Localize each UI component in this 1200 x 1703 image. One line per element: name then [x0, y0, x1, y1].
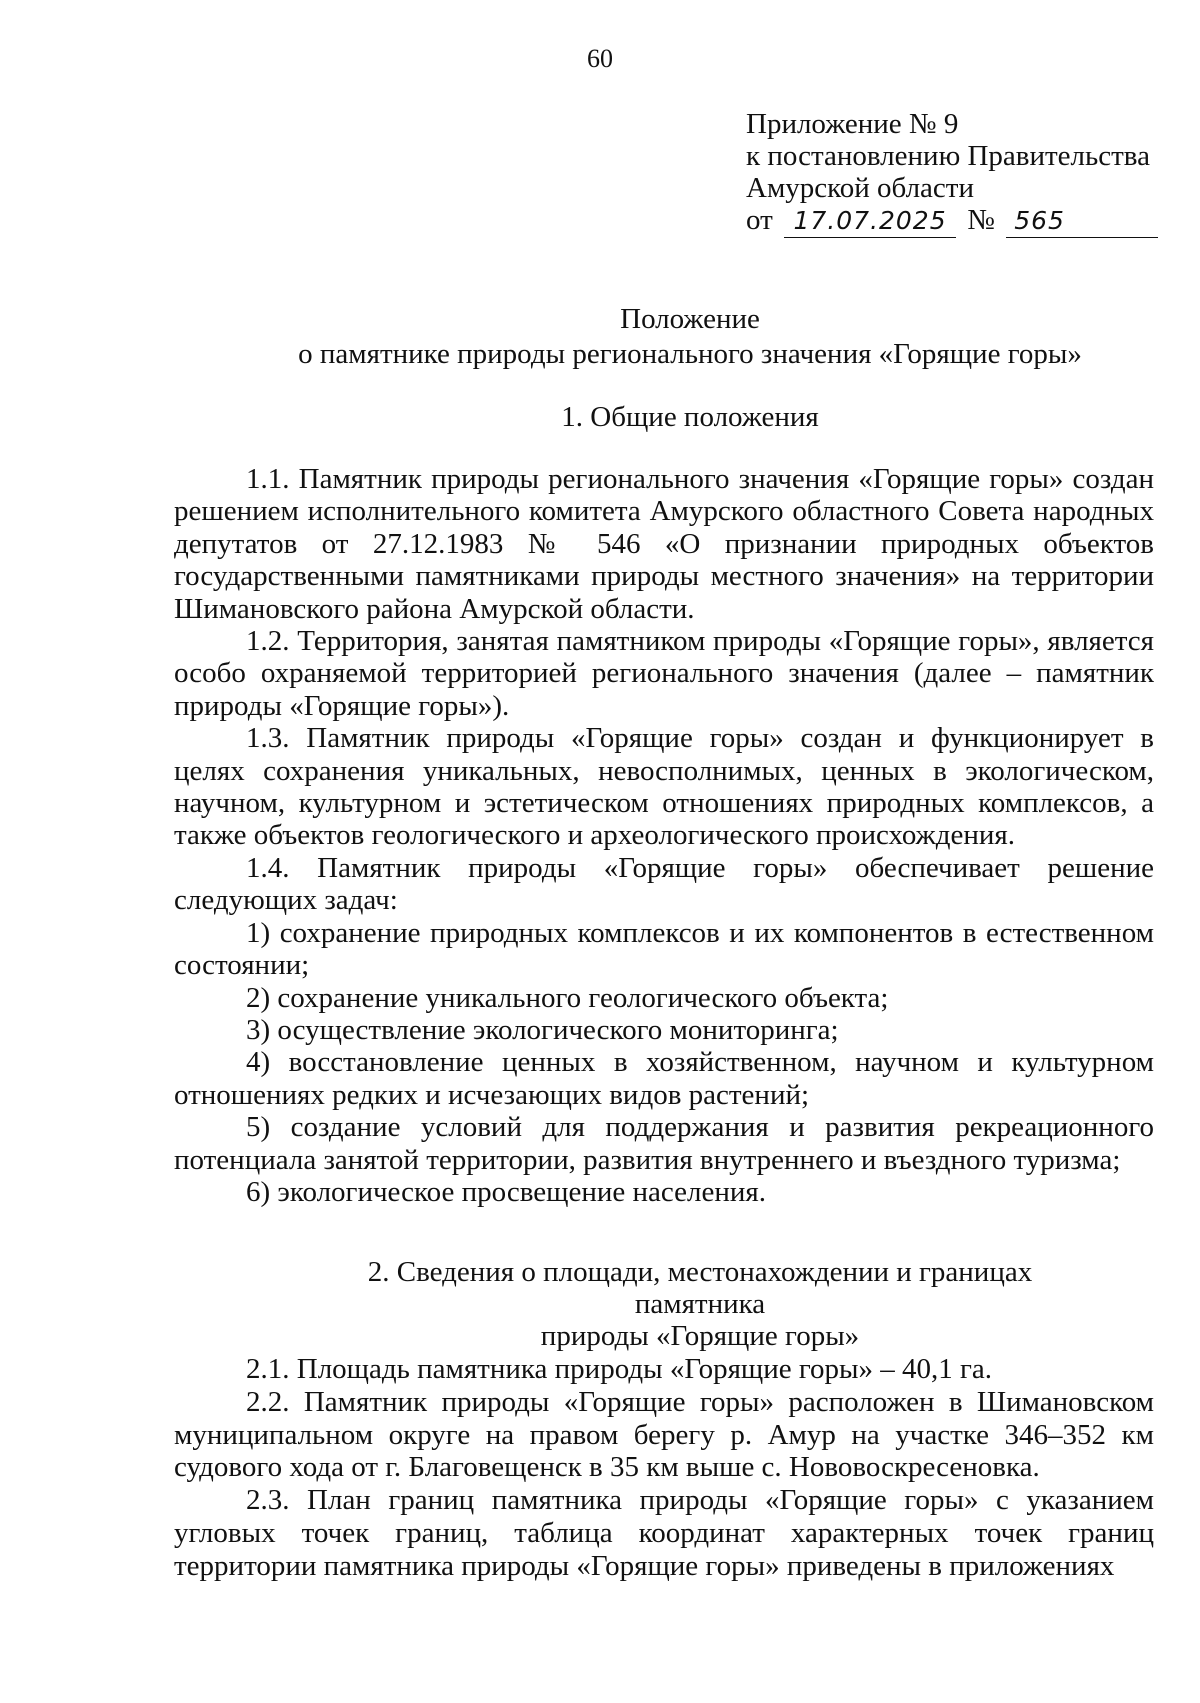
page-number: 60 [587, 44, 613, 73]
paragraph-1-1: 1.1. Памятник природы регионального значения «Горящие горы» создан решением исполнительного комитета Амурского областного Совета народных депутатов от 27.12.1983 № 546 «О признании природных объектов государственными памятниками природы местного значения» на территории Шимановского района Амурской области. [174, 463, 1154, 625]
paragraph-2-3: 2.3. План границ памятника природы «Горящие горы» с указанием угловых точек границ, таблица координат характерных точек границ территории памятника природы «Горящие горы» приведены в приложениях [174, 1484, 1154, 1582]
section-2-heading-line-1: 2. Сведения о площади, местонахождении и границах памятника [367, 1256, 1033, 1320]
number-prefix: № [967, 204, 995, 236]
section-2-heading [300, 1256, 1100, 1352]
task-item-6: 6) экологическое просвещение населения. [246, 1175, 766, 1208]
date-prefix: от [746, 204, 773, 236]
task-item-2: 2) сохранение уникального геологического объекта; [246, 981, 889, 1014]
task-item-4: 4) восстановление ценных в хозяйственном, научном и культурном отношениях редких и исчезающих видов растений; [174, 1046, 1154, 1111]
appendix-date-line [746, 204, 1166, 238]
task-item-3: 3) осуществление экологического мониторинга; [246, 1013, 839, 1046]
appendix-reference: к постановлению Правительства [746, 140, 1150, 172]
handwritten-number: 565 [1006, 205, 1158, 238]
handwritten-date: 17.07.2025 [784, 205, 956, 238]
paragraph-2-1: 2.1. Площадь памятника природы «Горящие горы» – 40,1 га. [246, 1353, 993, 1385]
task-item-5: 5) создание условий для поддержания и развития рекреационного потенциала занятой территории, развития внутреннего и въездного туризма; [174, 1111, 1154, 1176]
task-item-1: 1) сохранение природных комплексов и их компонентов в естественном состоянии; [174, 916, 1154, 982]
appendix-header [746, 108, 1166, 238]
section-1-body [174, 463, 1154, 1208]
paragraph-2-2: 2.2. Памятник природы «Горящие горы» расположен в Шимановском муниципальном округе на правом берегу р. Амур на участке 346–352 км судового хода от г. Благовещенск в 35 км выше с. Нововоскресеновка. [174, 1385, 1154, 1484]
document-subtitle: о памятнике природы регионального значения «Горящие горы» [298, 338, 1082, 370]
appendix-region: Амурской области [746, 172, 974, 204]
paragraph-1-3: 1.3. Памятник природы «Горящие горы» создан и функционирует в целях сохранения уникальных, невосполнимых, ценных в экологическом, научном, культурном и эстетическом отношениях природных комплексов, а также объектов геологического и археологического происхождения. [174, 722, 1154, 852]
section-2-body [174, 1353, 1154, 1583]
appendix-title: Приложение № 9 [746, 108, 959, 140]
section-1-heading: 1. Общие положения [561, 401, 819, 433]
section-2-heading-line-2: природы «Горящие горы» [540, 1320, 860, 1352]
paragraph-1-2: 1.2. Территория, занятая памятником природы «Горящие горы», является особо охраняемой территорией регионального значения (далее – памятник природы «Горящие горы»). [174, 625, 1154, 722]
document-title: Положение [620, 303, 760, 335]
paragraph-1-4: 1.4. Памятник природы «Горящие горы» обеспечивает решение следующих задач: [174, 851, 1154, 917]
